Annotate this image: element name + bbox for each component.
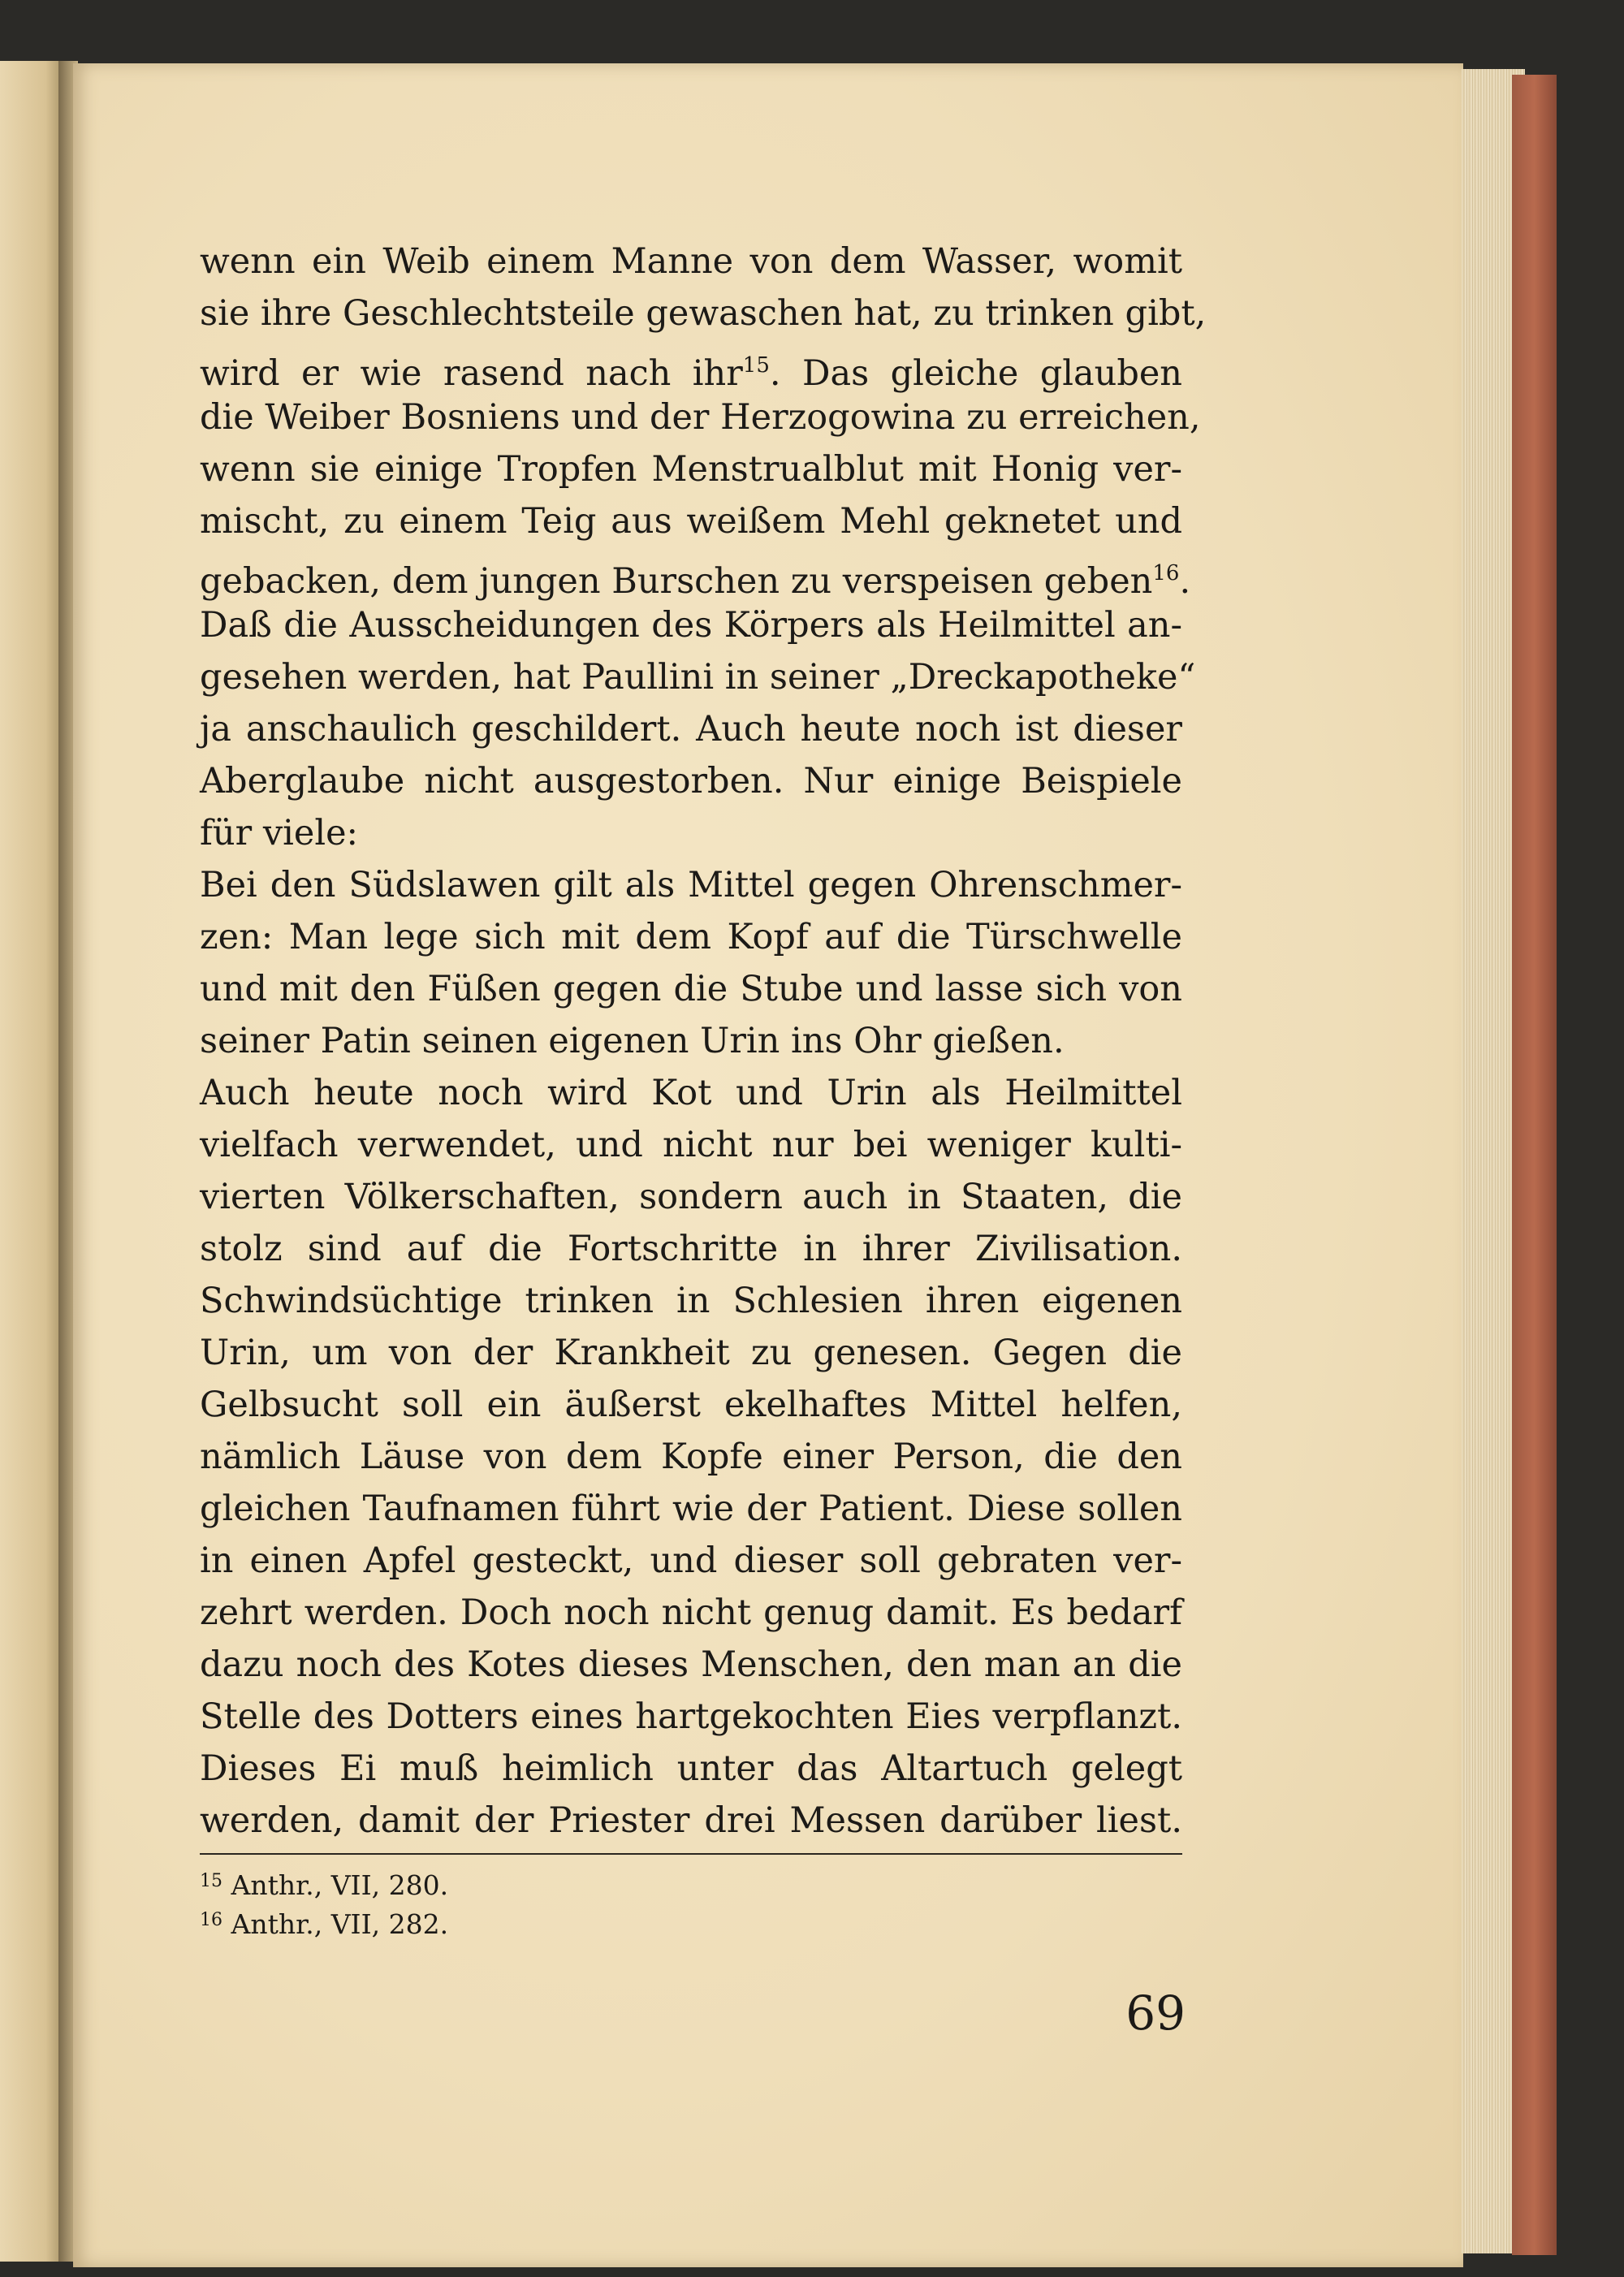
text-line: Dieses Ei muß heimlich unter das Altartuch gelegt xyxy=(200,1748,1182,1789)
text-line: Stelle des Dotters eines hartgekochten Eies verpflanzt. xyxy=(200,1696,1182,1737)
text-line: vierten Völkerschaften, sondern auch in Staaten, die xyxy=(200,1177,1182,1217)
text-line: Daß die Ausscheidungen des Körpers als Heilmittel an- xyxy=(200,605,1182,646)
text-line: gesehen werden, hat Paullini in seiner „Dreckapotheke“ xyxy=(200,657,1196,698)
footnote-15: $^{15}$ Anthr., VII, 280. xyxy=(200,1869,449,1901)
text-line: wenn sie einige Tropfen Menstrualblut mit Honig ver- xyxy=(200,449,1182,490)
text-line: sie ihre Geschlechtsteile gewaschen hat, zu trinken gibt, xyxy=(200,293,1207,334)
text-line: stolz sind auf die Fortschritte in ihrer Zivilisation. xyxy=(200,1229,1182,1269)
footnote-divider xyxy=(200,1853,1182,1855)
text-line: zehrt werden. Doch noch nicht genug damit. Es bedarf xyxy=(200,1592,1182,1633)
footnote-ref-15: 15 xyxy=(742,353,770,378)
text-line: Aberglaube nicht ausgestorben. Nur einige Beispiele xyxy=(200,761,1182,801)
footnote-ref-16: 16 xyxy=(1152,561,1180,585)
footnote-16: $^{16}$ Anthr., VII, 282. xyxy=(200,1908,449,1940)
text-line: Urin, um von der Krankheit zu genesen. Gegen die xyxy=(200,1333,1182,1373)
text-line: vielfach verwendet, und nicht nur bei weniger kulti- xyxy=(200,1125,1182,1165)
text-line: die Weiber Bosniens und der Herzogowina zu erreichen, xyxy=(200,397,1201,438)
body-text xyxy=(200,235,1207,1847)
text-line: und mit den Füßen gegen die Stube und lasse sich von xyxy=(200,969,1182,1009)
text-line: Auch heute noch wird Kot und Urin als Heilmittel xyxy=(200,1073,1182,1113)
text-line: Bei den Südslawen gilt als Mittel gegen Ohrenschmer- xyxy=(200,865,1182,905)
text-line: zen: Man lege sich mit dem Kopf auf die Türschwelle xyxy=(200,917,1182,957)
text-line: in einen Apfel gesteckt, und dieser soll gebraten ver- xyxy=(200,1540,1182,1581)
text-line: für viele: xyxy=(200,813,359,853)
text-line: seiner Patin seinen eigenen Urin ins Ohr gießen. xyxy=(200,1021,1065,1061)
footnotes xyxy=(200,1864,448,1942)
text-line: dazu noch des Kotes dieses Menschen, den man an die xyxy=(200,1644,1182,1685)
text-line: werden, damit der Priester drei Messen darüber liest. xyxy=(200,1800,1182,1841)
text-line: ja anschaulich geschildert. Auch heute noch ist dieser xyxy=(200,709,1182,750)
text-line: Gelbsucht soll ein äußerst ekelhaftes Mittel helfen, xyxy=(200,1385,1182,1425)
book-cover-edge xyxy=(1512,75,1557,2255)
text-line: gleichen Taufnamen führt wie der Patient. Diese sollen xyxy=(200,1488,1182,1529)
left-page-edge xyxy=(0,61,65,2262)
text-line: gebacken, dem jungen Burschen zu verspeisen geben$^{16}$. xyxy=(200,561,1191,602)
text-line: nämlich Läuse von dem Kopfe einer Person, die den xyxy=(200,1437,1182,1477)
text-line: wird er wie rasend nach ihr$^{15}$. Das gleiche glauben xyxy=(200,353,1182,394)
page-number: 69 xyxy=(1125,1985,1186,2041)
text-line: mischt, zu einem Teig aus weißem Mehl geknetet und xyxy=(200,501,1182,542)
text-line: wenn ein Weib einem Manne von dem Wasser, womit xyxy=(200,241,1182,282)
text-line: Schwindsüchtige trinken in Schlesien ihren eigenen xyxy=(200,1281,1182,1321)
